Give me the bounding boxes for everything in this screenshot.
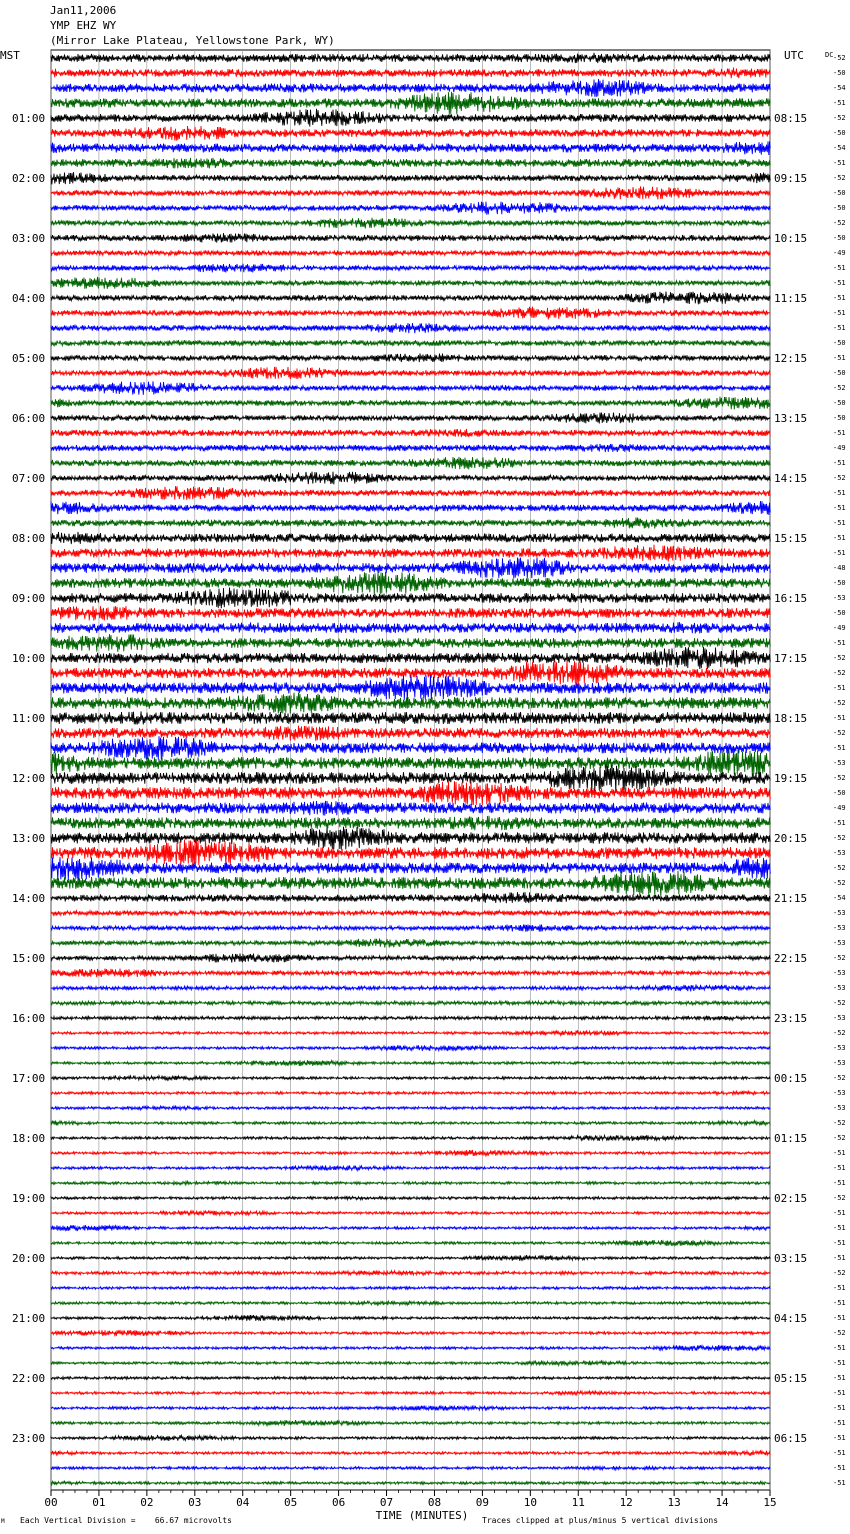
mst-hour-label: 17:00 (12, 1072, 46, 1085)
mst-hour-label: 06:00 (12, 412, 46, 425)
dc-offset-label: -53 (833, 939, 846, 947)
dc-offset-label: -51 (833, 1374, 846, 1382)
seismic-trace (51, 1166, 770, 1171)
left-axis-label: MST (0, 49, 20, 62)
seismic-trace (51, 264, 770, 273)
dc-offset-label: -54 (833, 144, 846, 152)
dc-offset-label: -51 (833, 1389, 846, 1397)
utc-hour-label: 18:15 (774, 712, 808, 725)
dc-offset-label: -51 (833, 639, 846, 647)
utc-hour-label: 16:15 (774, 592, 808, 605)
dc-offset-label: -50 (833, 234, 846, 242)
utc-hour-label: 00:15 (774, 1072, 808, 1085)
utc-hour-label: 14:15 (774, 472, 808, 485)
utc-hour-label: 12:15 (774, 352, 808, 365)
dc-offset-label: -51 (833, 294, 846, 302)
dc-offset-label: -52 (833, 1269, 846, 1277)
dc-offset-label: -51 (833, 354, 846, 362)
seismic-trace (51, 545, 770, 562)
x-tick-label: 09 (475, 1496, 490, 1509)
seismic-trace (51, 457, 770, 469)
seismic-trace (51, 954, 770, 963)
dc-offset-label: -51 (833, 744, 846, 752)
utc-hour-label: 05:15 (774, 1372, 808, 1385)
seismic-trace (51, 1450, 770, 1456)
dc-offset-label: -52 (833, 654, 846, 662)
seismic-trace (51, 397, 770, 410)
utc-hour-label: 19:15 (774, 772, 808, 785)
mst-hour-label: 18:00 (12, 1132, 46, 1145)
dc-offset-label: -52 (833, 114, 846, 122)
seismic-trace (51, 486, 770, 500)
seismic-trace (51, 1121, 770, 1126)
x-tick-label: 02 (140, 1496, 154, 1509)
x-tick-label: 14 (715, 1496, 729, 1509)
seismic-trace (51, 606, 770, 620)
seismic-trace (51, 1181, 770, 1185)
dc-offset-label: -53 (833, 759, 846, 767)
utc-hour-label: 13:15 (774, 412, 808, 425)
mst-hour-label: 22:00 (12, 1372, 46, 1385)
dc-offset-label: -51 (833, 1449, 846, 1457)
mst-hour-label: 09:00 (12, 592, 46, 605)
utc-hour-label: 03:15 (774, 1252, 808, 1265)
dc-offset-label: -53 (833, 594, 846, 602)
dc-offset-label: -50 (833, 189, 846, 197)
dc-offset-label: -51 (833, 519, 846, 527)
dc-offset-label: -49 (833, 624, 846, 632)
seismic-trace (51, 1001, 770, 1005)
dc-offset-label: -51 (833, 429, 846, 437)
dc-offset-label: -53 (833, 969, 846, 977)
dc-offset-label: -51 (833, 504, 846, 512)
utc-hour-label: 10:15 (774, 232, 808, 245)
seismic-trace (51, 1016, 770, 1021)
seismic-trace (51, 1406, 770, 1411)
mst-hour-label: 16:00 (12, 1012, 46, 1025)
dc-offset-label: -51 (833, 1179, 846, 1187)
dc-offset-label: -53 (833, 1014, 846, 1022)
corner-mark: M (1, 1518, 5, 1525)
seismic-trace (51, 711, 770, 724)
seismic-trace (51, 871, 770, 896)
dc-offset-label: -52 (833, 864, 846, 872)
mst-hour-label: 11:00 (12, 712, 46, 725)
seismic-trace (51, 1287, 770, 1290)
seismic-trace (51, 925, 770, 932)
dc-offset-label: -48 (833, 564, 846, 572)
utc-hour-label: 06:15 (774, 1432, 808, 1445)
utc-hour-label: 02:15 (774, 1192, 808, 1205)
x-tick-label: 15 (763, 1496, 777, 1509)
dc-offset-label: -50 (833, 399, 846, 407)
seismic-trace (51, 1060, 770, 1066)
seismic-trace (51, 1435, 770, 1441)
seismic-trace (51, 429, 770, 437)
mst-hour-label: 13:00 (12, 832, 46, 845)
dc-offset-label: -50 (833, 69, 846, 77)
dc-offset-label: -51 (833, 1404, 846, 1412)
seismic-trace (51, 736, 770, 760)
dc-offset-label: -52 (833, 384, 846, 392)
seismic-trace (51, 186, 770, 199)
scale-note: Each Vertical Division = 66.67 microvolts (20, 1516, 232, 1525)
seismic-trace (51, 340, 770, 346)
seismic-trace (51, 781, 770, 805)
mst-hour-label: 07:00 (12, 472, 46, 485)
dc-offset-label: -50 (833, 129, 846, 137)
dc-offset-label: -52 (833, 999, 846, 1007)
seismic-trace (51, 126, 770, 141)
dc-offset-label: -53 (833, 984, 846, 992)
x-tick-label: 00 (44, 1496, 58, 1509)
mst-hour-label: 20:00 (12, 1252, 46, 1265)
x-axis-title: TIME (MINUTES) (375, 1509, 469, 1522)
dc-offset-label: -49 (833, 249, 846, 257)
seismic-trace (51, 92, 770, 114)
seismic-trace (51, 801, 770, 816)
mst-hour-label: 04:00 (12, 292, 46, 305)
seismic-trace (51, 1270, 770, 1275)
seismic-trace (51, 1135, 770, 1141)
dc-offset-label: -53 (833, 909, 846, 917)
dc-offset-label: -52 (833, 54, 846, 62)
seismic-trace (51, 634, 770, 652)
mst-hour-label: 08:00 (12, 532, 46, 545)
seismic-trace (51, 517, 770, 528)
dc-offset-label: -52 (833, 729, 846, 737)
dc-offset-label: -50 (833, 339, 846, 347)
dc-offset-label: -51 (833, 1164, 846, 1172)
seismic-trace (51, 218, 770, 229)
seismic-trace (51, 172, 770, 184)
seismic-trace (51, 1076, 770, 1081)
seismic-trace (51, 413, 770, 424)
right-axis-label: UTC (784, 49, 804, 62)
chart-date: Jan11,2006 (50, 4, 117, 17)
dc-offset-label: -51 (833, 309, 846, 317)
utc-hour-label: 15:15 (774, 532, 808, 545)
seismic-trace (51, 985, 770, 992)
seismic-trace (51, 969, 770, 978)
dc-offset-label: -51 (833, 1419, 846, 1427)
seismic-trace (51, 1420, 770, 1426)
seismic-trace (51, 557, 770, 578)
dc-offset-label: -51 (833, 1464, 846, 1472)
seismic-trace (51, 693, 770, 714)
seismic-trace (51, 765, 770, 793)
dc-offset-label: -51 (833, 1314, 846, 1322)
dc-offset-label: -52 (833, 1329, 846, 1337)
seismic-trace (51, 1091, 770, 1095)
seismic-trace (51, 1030, 770, 1035)
seismic-trace (51, 367, 770, 379)
dc-offset-label: -51 (833, 459, 846, 467)
seismic-trace (51, 1225, 770, 1231)
seismic-trace (51, 68, 770, 79)
seismic-trace (51, 1315, 770, 1321)
dc-offset-label: -52 (833, 1134, 846, 1142)
dc-offset-label: -51 (833, 1209, 846, 1217)
seismic-trace (51, 816, 770, 830)
x-tick-label: 01 (92, 1496, 106, 1509)
dc-offset-label: -50 (833, 609, 846, 617)
seismic-trace (51, 501, 770, 515)
x-tick-label: 12 (619, 1496, 633, 1509)
dc-offset-label: -51 (833, 1239, 846, 1247)
dc-offset-label: -52 (833, 879, 846, 887)
seismic-trace (51, 53, 770, 63)
dc-offset-label: -52 (833, 834, 846, 842)
seismic-trace (51, 233, 770, 243)
x-tick-label: 04 (236, 1496, 250, 1509)
mst-hour-label: 01:00 (12, 112, 46, 125)
dc-offset-label: -50 (833, 204, 846, 212)
seismic-trace (51, 79, 770, 97)
mst-hour-label: 02:00 (12, 172, 46, 185)
clip-note: Traces clipped at plus/minus 5 vertical divisions (482, 1516, 719, 1525)
mst-hour-label: 05:00 (12, 352, 46, 365)
mst-hour-label: 23:00 (12, 1432, 46, 1445)
chart-location: (Mirror Lake Plateau, Yellowstone Park, WY) (50, 34, 335, 47)
x-tick-label: 10 (523, 1496, 537, 1509)
seismic-trace (51, 675, 770, 701)
dc-offset-label: -51 (833, 279, 846, 287)
x-tick-label: 11 (571, 1496, 585, 1509)
seismic-trace (51, 532, 770, 544)
dc-offset-label: -50 (833, 369, 846, 377)
utc-hour-label: 20:15 (774, 832, 808, 845)
seismic-trace (51, 572, 770, 595)
dc-offset-label: -53 (833, 1059, 846, 1067)
utc-hour-label: 11:15 (774, 292, 808, 305)
mst-hour-label: 14:00 (12, 892, 46, 905)
dc-offset-label: -53 (833, 1044, 846, 1052)
x-tick-label: 13 (667, 1496, 681, 1509)
seismic-trace (51, 1466, 770, 1470)
dc-offset-label: -52 (833, 1029, 846, 1037)
chart-station: YMP EHZ WY (50, 19, 117, 32)
utc-hour-label: 01:15 (774, 1132, 808, 1145)
utc-hour-label: 09:15 (774, 172, 808, 185)
seismic-trace (51, 158, 770, 169)
mst-hour-label: 15:00 (12, 952, 46, 965)
dc-offset-label: -51 (833, 1224, 846, 1232)
mst-hour-label: 03:00 (12, 232, 46, 245)
seismic-trace (51, 353, 770, 362)
dc-offset-label: -50 (833, 579, 846, 587)
dc-offset-label: -51 (833, 1284, 846, 1292)
utc-hour-label: 17:15 (774, 652, 808, 665)
seismic-trace (51, 827, 770, 850)
seismic-trace (51, 1376, 770, 1379)
mst-hour-label: 10:00 (12, 652, 46, 665)
seismic-trace (51, 381, 770, 395)
dc-offset-label: -52 (833, 669, 846, 677)
dc-offset-label: -52 (833, 474, 846, 482)
utc-hour-label: 08:15 (774, 112, 808, 125)
seismic-trace (51, 472, 770, 485)
mst-hour-label: 21:00 (12, 1312, 46, 1325)
dc-offset-label: -52 (833, 1119, 846, 1127)
utc-hour-label: 21:15 (774, 892, 808, 905)
seismic-trace (51, 1361, 770, 1366)
dc-offset-label: -51 (833, 684, 846, 692)
dc-offset-label: -51 (833, 99, 846, 107)
dc-offset-label: -52 (833, 699, 846, 707)
seismic-trace (51, 910, 770, 915)
dc-offset-label: -53 (833, 1089, 846, 1097)
seismic-trace (51, 323, 770, 333)
seismic-trace (51, 1391, 770, 1395)
dc-offset-label: -51 (833, 1299, 846, 1307)
dc-offset-label: -51 (833, 324, 846, 332)
x-tick-label: 05 (284, 1496, 298, 1509)
seismic-trace (51, 622, 770, 633)
seismic-trace (51, 1240, 770, 1246)
seismic-trace (51, 1211, 770, 1216)
dc-offset-label: -52 (833, 954, 846, 962)
dc-offset-label: -51 (833, 489, 846, 497)
seismic-trace (51, 307, 770, 320)
seismic-trace (51, 892, 770, 903)
seismic-trace (51, 202, 770, 215)
utc-hour-label: 04:15 (774, 1312, 808, 1325)
dc-offset-label: -51 (833, 1479, 846, 1487)
seismic-trace (51, 1045, 770, 1051)
dc-offset-label: -52 (833, 219, 846, 227)
dc-offset-label: -49 (833, 444, 846, 452)
dc-offset-label: -51 (833, 1149, 846, 1157)
seismic-trace (51, 939, 770, 948)
dc-offset-label: -52 (833, 774, 846, 782)
seismic-trace (51, 1481, 770, 1485)
seismic-trace (51, 109, 770, 127)
seismic-trace (51, 839, 770, 866)
seismic-trace (51, 1301, 770, 1305)
seismic-trace (51, 444, 770, 452)
mst-hour-label: 12:00 (12, 772, 46, 785)
dc-offset-label: -54 (833, 894, 846, 902)
dc-offset-label: -51 (833, 264, 846, 272)
utc-hour-label: 23:15 (774, 1012, 808, 1025)
seismic-trace (51, 857, 770, 880)
seismic-trace (51, 647, 770, 669)
dc-offset-label: -51 (833, 534, 846, 542)
dc-offset-label: -49 (833, 804, 846, 812)
dc-offset-label: -53 (833, 849, 846, 857)
x-tick-label: 07 (379, 1496, 394, 1509)
dc-offset-label: -52 (833, 174, 846, 182)
dc-offset-label: -51 (833, 714, 846, 722)
dc-offset-label: -51 (833, 1434, 846, 1442)
dc-offset-label: -51 (833, 1344, 846, 1352)
dc-offset-label: -51 (833, 549, 846, 557)
seismic-trace (51, 1330, 770, 1336)
dc-offset-label: -53 (833, 1104, 846, 1112)
dc-offset-label: -53 (833, 924, 846, 932)
mst-hour-label: 19:00 (12, 1192, 46, 1205)
seismic-trace (51, 1150, 770, 1156)
dc-offset-label: -51 (833, 819, 846, 827)
x-tick-label: 03 (188, 1496, 202, 1509)
seismic-trace (51, 1197, 770, 1200)
x-tick-label: 08 (427, 1496, 442, 1509)
seismic-trace (51, 292, 770, 305)
seismic-trace (51, 250, 770, 256)
seismic-trace (51, 141, 770, 155)
dc-offset-label: -51 (833, 1359, 846, 1367)
dc-offset-label: -52 (833, 1194, 846, 1202)
dc-offset-label: -52 (833, 1074, 846, 1082)
dc-offset-label: -51 (833, 159, 846, 167)
dc-offset-label: -54 (833, 84, 846, 92)
seismic-trace (51, 1345, 770, 1351)
x-tick-label: 06 (331, 1496, 346, 1509)
dc-offset-label: -51 (833, 1254, 846, 1262)
seismic-trace (51, 1255, 770, 1261)
utc-hour-label: 22:15 (774, 952, 808, 965)
dc-label: DC (825, 51, 834, 59)
dc-offset-label: -50 (833, 789, 846, 797)
dc-offset-label: -50 (833, 414, 846, 422)
seismic-trace (51, 1106, 770, 1110)
seismic-trace (51, 277, 770, 289)
